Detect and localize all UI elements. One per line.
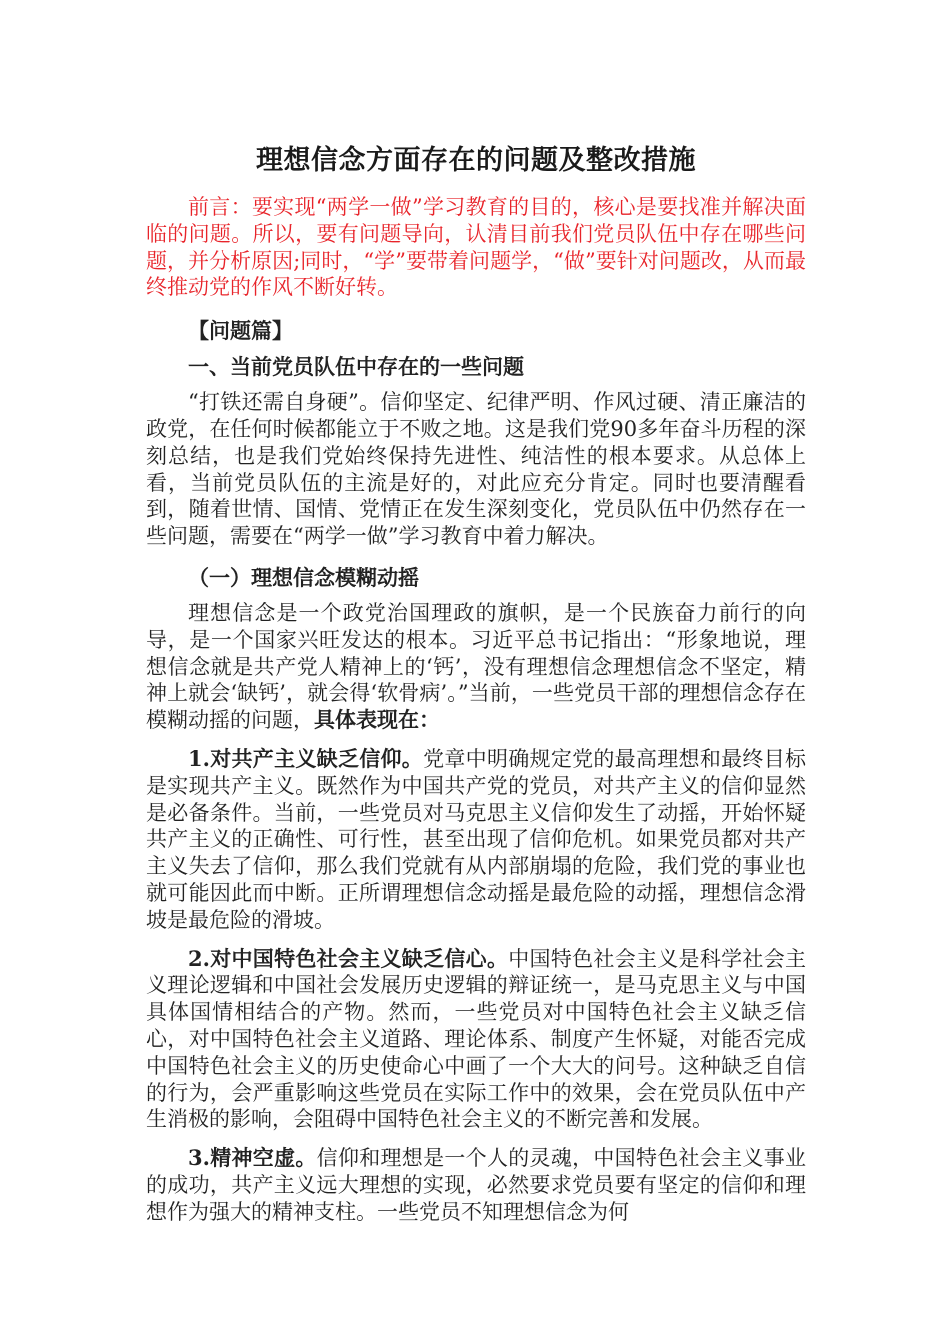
preface-paragraph: 前言：要实现“两学一做”学习教育的目的，核心是要找准并解决面临的问题。所以，要有问题导向，认清目前我们党员队伍中存在哪些问题，并分析原因;同时，“学”要带着问题学，“做”要针对问题改，从而最终推动党的作风不断好转。 [146, 195, 806, 300]
section-label-problems: 【问题篇】 [188, 318, 293, 344]
heading-current-problems: 一、当前党员队伍中存在的一些问题 [188, 354, 524, 380]
item-communism-faith [146, 746, 806, 934]
paragraph-ideals [146, 600, 806, 734]
paragraph-ideals-bold: 具体表现在： [314, 707, 440, 733]
document-title: 理想信念方面存在的问题及整改措施 [256, 145, 696, 176]
item-socialism-confidence-lead: 2.对中国特色社会主义缺乏信心。 [188, 945, 509, 971]
paragraph-ideals-text: 理想信念是一个政党治国理政的旗帜，是一个民族奋力前行的向导，是一个国家兴旺发达的根本。习近平总书记指出：“形象地说，理想信念就是共产党人精神上的‘钙’，没有理想信念理想信念不坚定，精神上就会‘缺钙’，就会得‘软骨病’。”当前，一些党员干部的理想信念存在模糊动摇的问题， [146, 600, 806, 733]
item-socialism-confidence-text: 中国特色社会主义是科学社会主义理论逻辑和中国社会发展历史逻辑的辩证统一，是马克思主义与中国具体国情相结合的产物。然而，一些党员对中国特色社会主义缺乏信心，对中国特色社会主义道路、理论体系、制度产生怀疑，对能否完成中国特色社会主义的历史使命心中画了一个大大的问号。这种缺乏自信的行为，会严重影响这些党员在实际工作中的效果，会在党员队伍中产生消极的影响，会阻碍中国特色社会主义的不断完善和发展。 [146, 946, 806, 1132]
document-body [146, 140, 806, 1226]
item-socialism-confidence [146, 946, 806, 1134]
item-communism-faith-lead: 1.对共产主义缺乏信仰。 [188, 745, 424, 771]
item-spiritual-emptiness [146, 1145, 806, 1225]
paragraph-intro: “打铁还需自身硬”。信仰坚定、纪律严明、作风过硬、清正廉洁的政党，在任何时候都能立于不败之地。这是我们党90多年奋斗历程的深刻总结，也是我们党始终保持先进性、纯洁性的根本要求。从总体上看，当前党员队伍的主流是好的，对此应充分肯定。同时也要清醒看到，随着世情、国情、党情正在发生深刻变化，党员队伍中仍然存在一些问题，需要在“两学一做”学习教育中着力解决。 [146, 390, 806, 549]
item-communism-faith-text: 党章中明确规定党的最高理想和最终目标是实现共产主义。既然作为中国共产党的党员，对共产主义的信仰显然是必备条件。当前，一些党员对马克思主义信仰发生了动摇，开始怀疑共产主义的正确性、可行性，甚至出现了信仰危机。如果党员都对共产主义失去了信仰，那么我们党就有从内部崩塌的危险，我们党的事业也就可能因此而中断。正所谓理想信念动摇是最危险的动摇，理想信念滑坡是最危险的滑坡。 [146, 746, 806, 932]
item-spiritual-emptiness-text: 信仰和理想是一个人的灵魂，中国特色社会主义事业的成功，共产主义远大理想的实现，必然要求党员要有坚定的信仰和理想作为强大的精神支柱。一些党员不知理想信念为何 [146, 1146, 806, 1224]
heading-ideals-wavering: （一）理想信念模糊动摇 [188, 564, 419, 590]
item-spiritual-emptiness-lead: 3.精神空虚。 [188, 1145, 317, 1171]
